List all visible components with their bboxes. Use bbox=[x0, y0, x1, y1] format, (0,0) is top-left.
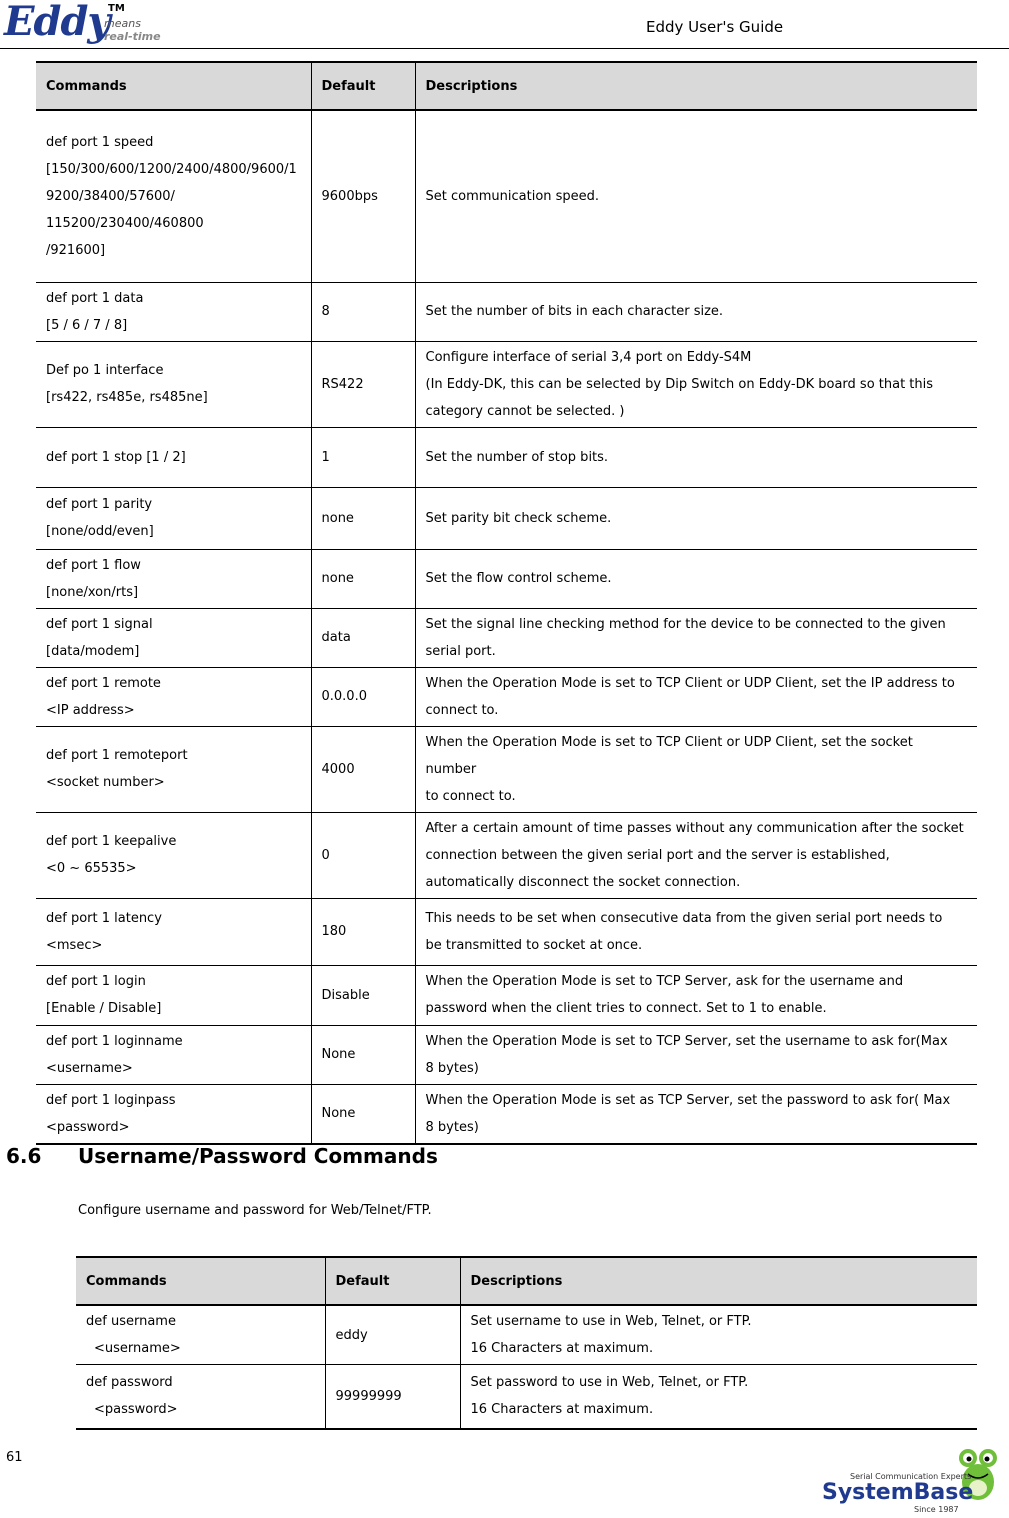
default-cell: 1 bbox=[311, 427, 415, 487]
brand-tagline: Serial Communication Experts bbox=[850, 1472, 972, 1481]
description-line: Set the signal line checking method for the device to be connected to the given bbox=[425, 616, 946, 632]
default-cell: RS422 bbox=[311, 341, 415, 427]
description-line: connection between the given serial port and the server is established, bbox=[425, 847, 890, 863]
description-cell bbox=[415, 549, 977, 608]
description-cell bbox=[415, 341, 977, 427]
table-row bbox=[36, 726, 977, 812]
table-row bbox=[36, 898, 977, 965]
command-line: def port 1 loginpass bbox=[46, 1092, 176, 1108]
command-line: def port 1 login bbox=[46, 974, 146, 989]
logo-realtime: real-time bbox=[104, 30, 161, 43]
command-cell bbox=[36, 965, 311, 1025]
command-cell bbox=[36, 812, 311, 898]
description-line: 16 Characters at maximum. bbox=[470, 1402, 654, 1418]
default-cell: 0.0.0.0 bbox=[311, 667, 415, 726]
command-line: <password> bbox=[46, 1119, 130, 1135]
command-cell bbox=[36, 898, 311, 965]
description-line: category cannot be selected. ) bbox=[425, 403, 625, 419]
command-line: <username> bbox=[94, 1341, 181, 1356]
command-cell bbox=[36, 110, 311, 282]
description-cell bbox=[460, 1365, 977, 1429]
default-cell: None bbox=[311, 1025, 415, 1084]
brand-since: Since 1987 bbox=[914, 1505, 959, 1514]
command-line: def port 1 remoteport bbox=[46, 748, 188, 763]
command-line: def username bbox=[86, 1314, 176, 1329]
description-cell bbox=[415, 110, 977, 282]
command-line: def password bbox=[86, 1375, 173, 1391]
command-cell bbox=[36, 726, 311, 812]
table-row bbox=[76, 1305, 977, 1365]
logo-means: means bbox=[104, 17, 141, 30]
command-line: [rs422, rs485e, rs485ne] bbox=[46, 390, 208, 405]
description-cell bbox=[460, 1305, 977, 1365]
description-line: After a certain amount of time passes without any communication after the socket bbox=[425, 820, 964, 836]
description-cell bbox=[415, 1025, 977, 1084]
description-cell bbox=[415, 1084, 977, 1144]
page-header bbox=[0, 0, 1009, 49]
description-line: Set the number of bits in each character size. bbox=[425, 304, 724, 319]
description-cell bbox=[415, 812, 977, 898]
table-row bbox=[36, 110, 977, 282]
description-line: Set password to use in Web, Telnet, or FTP. bbox=[470, 1375, 749, 1391]
description-line: password when the client tries to connect. Set to 1 to enable. bbox=[425, 1001, 827, 1016]
table-row bbox=[36, 549, 977, 608]
command-cell bbox=[36, 549, 311, 608]
description-line: serial port. bbox=[425, 643, 496, 659]
systembase-logo bbox=[812, 1440, 1002, 1515]
table-row bbox=[36, 427, 977, 487]
description-line: Set username to use in Web, Telnet, or FTP. bbox=[470, 1314, 752, 1329]
description-line: When the Operation Mode is set to TCP Client or UDP Client, set the IP address to bbox=[425, 675, 955, 691]
command-line: def port 1 latency bbox=[46, 910, 162, 926]
description-line: Set communication speed. bbox=[425, 188, 600, 204]
command-line: def port 1 data bbox=[46, 290, 144, 306]
command-line: <msec> bbox=[46, 937, 103, 953]
table-row bbox=[36, 1084, 977, 1144]
table-header-row bbox=[36, 62, 977, 110]
table-row bbox=[36, 282, 977, 341]
description-line: When the Operation Mode is set as TCP Server, set the password to ask for( Max bbox=[425, 1092, 951, 1108]
header-descriptions: Descriptions bbox=[415, 62, 977, 110]
default-cell: eddy bbox=[325, 1305, 460, 1365]
command-line: <IP address> bbox=[46, 702, 135, 718]
description-line: When the Operation Mode is set to TCP Server, set the username to ask for(Max bbox=[425, 1033, 948, 1049]
table-row bbox=[36, 812, 977, 898]
description-line: to connect to. bbox=[425, 788, 516, 804]
default-cell: 99999999 bbox=[325, 1365, 460, 1429]
description-cell bbox=[415, 726, 977, 812]
command-line: [5 / 6 / 7 / 8] bbox=[46, 317, 128, 333]
command-line: def port 1 keepalive bbox=[46, 834, 177, 849]
username-password-table bbox=[76, 1256, 977, 1430]
command-line: def port 1 flow bbox=[46, 557, 141, 573]
default-cell: 0 bbox=[311, 812, 415, 898]
port-commands-table bbox=[36, 61, 977, 1145]
description-line: Set the number of stop bits. bbox=[425, 449, 609, 465]
command-line: def port 1 loginname bbox=[46, 1033, 183, 1049]
table-row bbox=[36, 341, 977, 427]
description-line: connect to. bbox=[425, 702, 499, 718]
brand-name: SystemBase bbox=[822, 1480, 974, 1505]
description-cell bbox=[415, 965, 977, 1025]
table-row bbox=[76, 1365, 977, 1429]
table-row bbox=[36, 1025, 977, 1084]
command-line: [none/odd/even] bbox=[46, 524, 154, 539]
command-cell bbox=[76, 1305, 325, 1365]
section-heading bbox=[6, 1144, 438, 1168]
section-intro: Configure username and password for Web/Telnet/FTP. bbox=[78, 1203, 432, 1218]
description-line: This needs to be set when consecutive data from the given serial port needs to bbox=[425, 910, 943, 926]
description-line: 16 Characters at maximum. bbox=[470, 1341, 654, 1356]
table-header-row bbox=[76, 1257, 977, 1305]
description-line: 8 bytes) bbox=[425, 1060, 479, 1076]
description-cell bbox=[415, 427, 977, 487]
description-line: Set the flow control scheme. bbox=[425, 571, 612, 586]
command-line: [150/300/600/1200/2400/4800/9600/1 bbox=[46, 161, 297, 177]
command-line: def port 1 speed bbox=[46, 134, 154, 150]
header-default: Default bbox=[325, 1257, 460, 1305]
section-title: Username/Password Commands bbox=[78, 1144, 438, 1168]
default-cell: 180 bbox=[311, 898, 415, 965]
command-cell bbox=[36, 341, 311, 427]
command-cell bbox=[76, 1365, 325, 1429]
command-cell bbox=[36, 608, 311, 667]
command-line: <password> bbox=[94, 1402, 178, 1418]
description-line: be transmitted to socket at once. bbox=[425, 937, 643, 953]
default-cell: data bbox=[311, 608, 415, 667]
default-cell: none bbox=[311, 487, 415, 549]
command-cell bbox=[36, 427, 311, 487]
description-cell bbox=[415, 608, 977, 667]
default-cell: 8 bbox=[311, 282, 415, 341]
logo-trademark: TM bbox=[108, 3, 125, 14]
command-line: /921600] bbox=[46, 242, 106, 258]
description-cell bbox=[415, 282, 977, 341]
command-line: Def po 1 interface bbox=[46, 363, 164, 378]
description-cell bbox=[415, 487, 977, 549]
description-line: When the Operation Mode is set to TCP Server, ask for the username and bbox=[425, 974, 904, 989]
description-cell bbox=[415, 667, 977, 726]
description-line: (In Eddy-DK, this can be selected by Dip Switch on Eddy-DK board so that this bbox=[425, 376, 934, 392]
command-cell bbox=[36, 282, 311, 341]
command-line: def port 1 stop [1 / 2] bbox=[46, 449, 186, 465]
command-line: <0 ~ 65535> bbox=[46, 861, 137, 876]
default-cell: 9600bps bbox=[311, 110, 415, 282]
description-line: automatically disconnect the socket connection. bbox=[425, 874, 741, 890]
command-line: <socket number> bbox=[46, 775, 165, 790]
guide-title: Eddy User's Guide bbox=[646, 18, 784, 36]
table-row bbox=[36, 667, 977, 726]
command-cell bbox=[36, 1084, 311, 1144]
default-cell: none bbox=[311, 549, 415, 608]
header-descriptions: Descriptions bbox=[460, 1257, 977, 1305]
page-number: 61 bbox=[6, 1450, 23, 1465]
table-row bbox=[36, 965, 977, 1025]
description-line: Set parity bit check scheme. bbox=[425, 510, 612, 526]
command-cell bbox=[36, 1025, 311, 1084]
description-line: When the Operation Mode is set to TCP Client or UDP Client, set the socket number bbox=[425, 734, 913, 777]
description-line: Configure interface of serial 3,4 port on Eddy-S4M bbox=[425, 349, 752, 365]
command-line: [data/modem] bbox=[46, 643, 140, 659]
default-cell: None bbox=[311, 1084, 415, 1144]
command-line: def port 1 parity bbox=[46, 497, 153, 512]
command-line: [none/xon/rts] bbox=[46, 584, 139, 600]
header-commands: Commands bbox=[36, 62, 311, 110]
command-cell bbox=[36, 487, 311, 549]
header-default: Default bbox=[311, 62, 415, 110]
eddy-logo: Eddy bbox=[4, 0, 110, 45]
command-cell bbox=[36, 667, 311, 726]
command-line: [Enable / Disable] bbox=[46, 1001, 162, 1016]
command-line: 9200/38400/57600/ bbox=[46, 188, 175, 204]
default-cell: Disable bbox=[311, 965, 415, 1025]
table-row bbox=[36, 487, 977, 549]
command-line: <username> bbox=[46, 1060, 133, 1076]
default-cell: 4000 bbox=[311, 726, 415, 812]
section-number: 6.6 bbox=[6, 1144, 42, 1168]
table-row bbox=[36, 608, 977, 667]
command-line: def port 1 signal bbox=[46, 616, 153, 632]
header-commands: Commands bbox=[76, 1257, 325, 1305]
command-line: 115200/230400/460800 bbox=[46, 215, 204, 231]
command-line: def port 1 remote bbox=[46, 675, 161, 691]
description-cell bbox=[415, 898, 977, 965]
description-line: 8 bytes) bbox=[425, 1119, 479, 1135]
